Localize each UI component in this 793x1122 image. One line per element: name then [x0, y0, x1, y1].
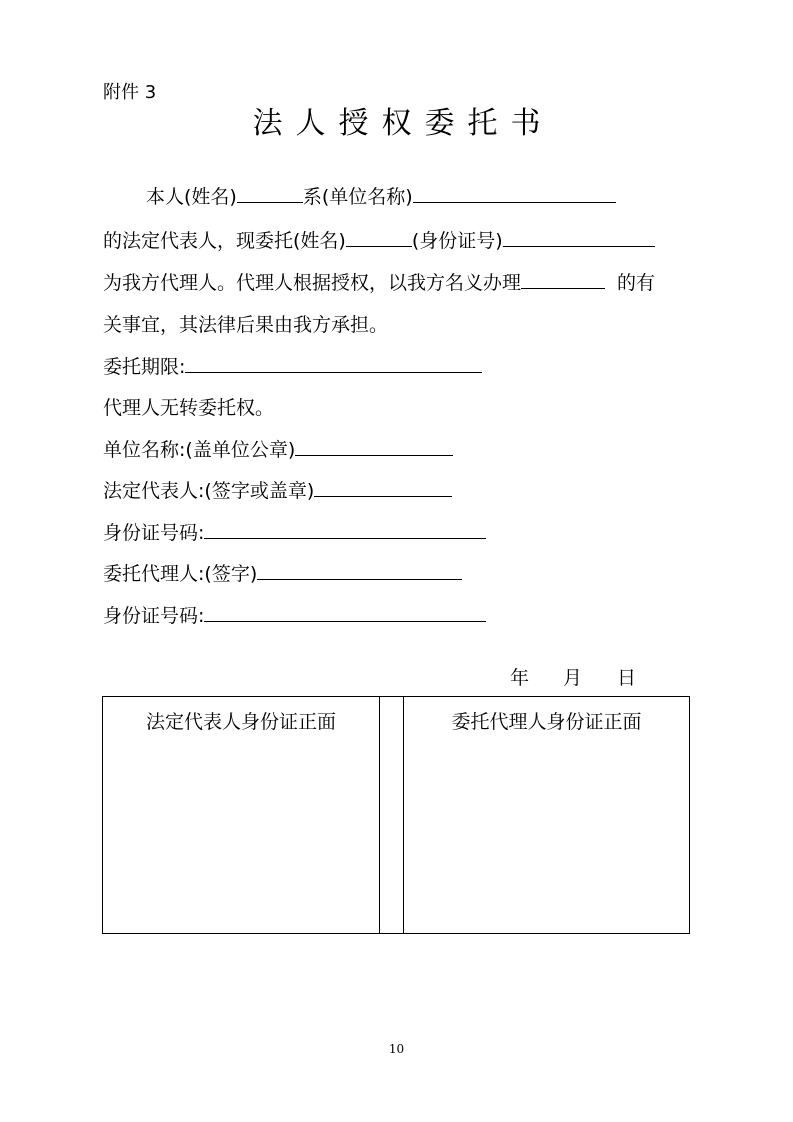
agent-id-blank — [204, 603, 486, 622]
agent-id-label: 身份证号码: — [103, 605, 205, 627]
agent-id-heading: 委托代理人身份证正面 — [451, 711, 642, 733]
principal-name-blank — [237, 184, 303, 203]
legal-rep-id-heading: 法定代表人身份证正面 — [145, 711, 336, 733]
legal-rep-label: 法定代表人:(签字或盖章) — [103, 480, 315, 502]
delegate-name-blank — [346, 228, 412, 247]
matter-label: 为我方代理人。代理人根据授权，以我方名义办理 — [103, 272, 522, 294]
legal-rep-line — [103, 478, 452, 503]
date-year: 年 — [510, 667, 530, 689]
matter-blank — [521, 270, 605, 289]
paragraph-line-4: 关事宜，其法律后果由我方承担。 — [103, 314, 389, 336]
term-line — [103, 354, 482, 379]
unit-name-blank — [413, 184, 616, 203]
attachment-label: 附件 3 — [103, 82, 157, 103]
legal-rep-id-cell — [103, 697, 380, 933]
principal-name-label: 本人(姓名) — [146, 186, 237, 208]
unit-seal-line — [103, 437, 453, 462]
paragraph-line-1 — [146, 184, 616, 209]
date-month: 月 — [563, 667, 583, 689]
term-blank — [185, 354, 482, 373]
id-card-table — [102, 696, 690, 934]
delegate-id-label: (身份证号) — [411, 230, 503, 252]
agent-blank — [257, 561, 462, 580]
agent-id-cell — [404, 697, 689, 933]
legal-rep-id-label: 身份证号码: — [103, 522, 205, 544]
agent-id-line — [103, 603, 486, 628]
unit-seal-label: 单位名称:(盖单位公章) — [103, 439, 296, 461]
divider-cell — [380, 697, 404, 933]
unit-name-label: 系(单位名称) — [302, 186, 413, 208]
page-number: 10 — [388, 1042, 405, 1056]
legal-rep-id-blank — [204, 520, 486, 539]
date-day: 日 — [617, 667, 637, 689]
agent-label: 委托代理人:(签字) — [103, 563, 258, 585]
delegate-name-label: 的法定代表人，现委托(姓名) — [103, 230, 346, 252]
paragraph-line-2 — [103, 228, 655, 253]
document-title: 法人授权委托书 — [252, 106, 554, 141]
legal-rep-blank — [314, 478, 452, 497]
legal-rep-id-line — [103, 520, 486, 545]
term-label: 委托期限: — [103, 356, 186, 378]
paragraph-line-3 — [103, 270, 655, 295]
delegate-id-blank — [503, 228, 655, 247]
matter-suffix: 的有 — [617, 272, 656, 294]
agent-line — [103, 561, 462, 586]
no-transfer-text: 代理人无转委托权。 — [103, 397, 275, 419]
unit-seal-blank — [295, 437, 453, 456]
